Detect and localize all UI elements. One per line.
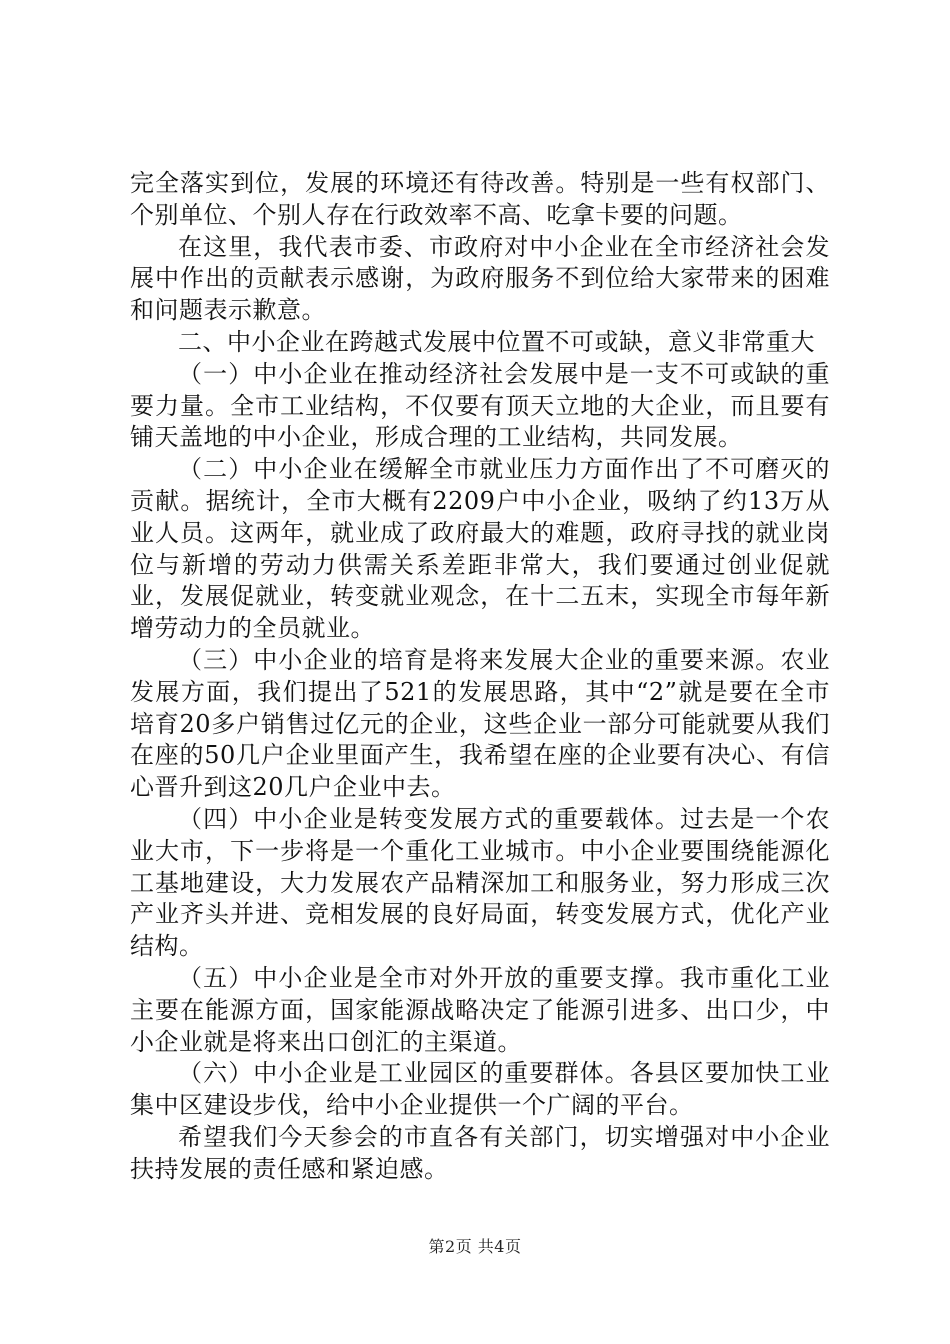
paragraph: 希望我们今天参会的市直各有关部门，切实增强对中小企业扶持发展的责任感和紧迫感。 [130,1122,830,1183]
paragraph: （一）中小企业在推动经济社会发展中是一支不可或缺的重要力量。全市工业结构，不仅要有顶天立地的大企业，而且要有铺天盖地的中小企业，形成合理的工业结构，共同发展。 [130,359,830,452]
page-number: 第2页 共4页 [428,1237,522,1256]
paragraph: （五）中小企业是全市对外开放的重要支撑。我市重化工业主要在能源方面，国家能源战略决定了能源引进多、出口少，中小企业就是将来出口创汇的主渠道。 [130,963,830,1056]
paragraph: 完全落实到位，发展的环境还有待改善。特别是一些有权部门、个别单位、个别人存在行政效率不高、吃拿卡要的问题。 [130,169,830,229]
paragraph: （六）中小企业是工业园区的重要群体。各县区要加快工业集中区建设步伐，给中小企业提供一个广阔的平台。 [130,1059,830,1120]
section-heading: 二、中小企业在跨越式发展中位置不可或缺，意义非常重大 [178,327,815,356]
paragraph: （四）中小企业是转变发展方式的重要载体。过去是一个农业大市，下一步将是一个重化工业城市。中小企业要围绕能源化工基地建设，大力发展农产品精深加工和服务业，努力形成三次产业齐头并进、竞相发展的良好局面，转变发展方式，优化产业结构。 [130,804,830,961]
paragraph: 在这里，我代表市委、市政府对中小企业在全市经济社会发展中作出的贡献表示感谢，为政府服务不到位给大家带来的困难和问题表示歉意。 [130,232,830,325]
paragraph: （三）中小企业的培育是将来发展大企业的重要来源。农业发展方面，我们提出了521的发展思路，其中“2”就是要在全市培育20多户销售过亿元的企业，这些企业一部分可能就要从我们在座的50几户企业里面产生，我希望在座的企业要有决心、有信心晋升到这20几户企业中去。 [130,645,830,802]
document-body [130,168,830,1186]
paragraph: （二）中小企业在缓解全市就业压力方面作出了不可磨灭的贡献。据统计，全市大概有2209户中小企业，吸纳了约13万从业人员。这两年，就业成了政府最大的难题，政府寻找的就业岗位与新增的劳动力供需关系差距非常大，我们要通过创业促就业，发展促就业，转变就业观念，在十二五末，实现全市每年新增劳动力的全员就业。 [130,455,830,643]
